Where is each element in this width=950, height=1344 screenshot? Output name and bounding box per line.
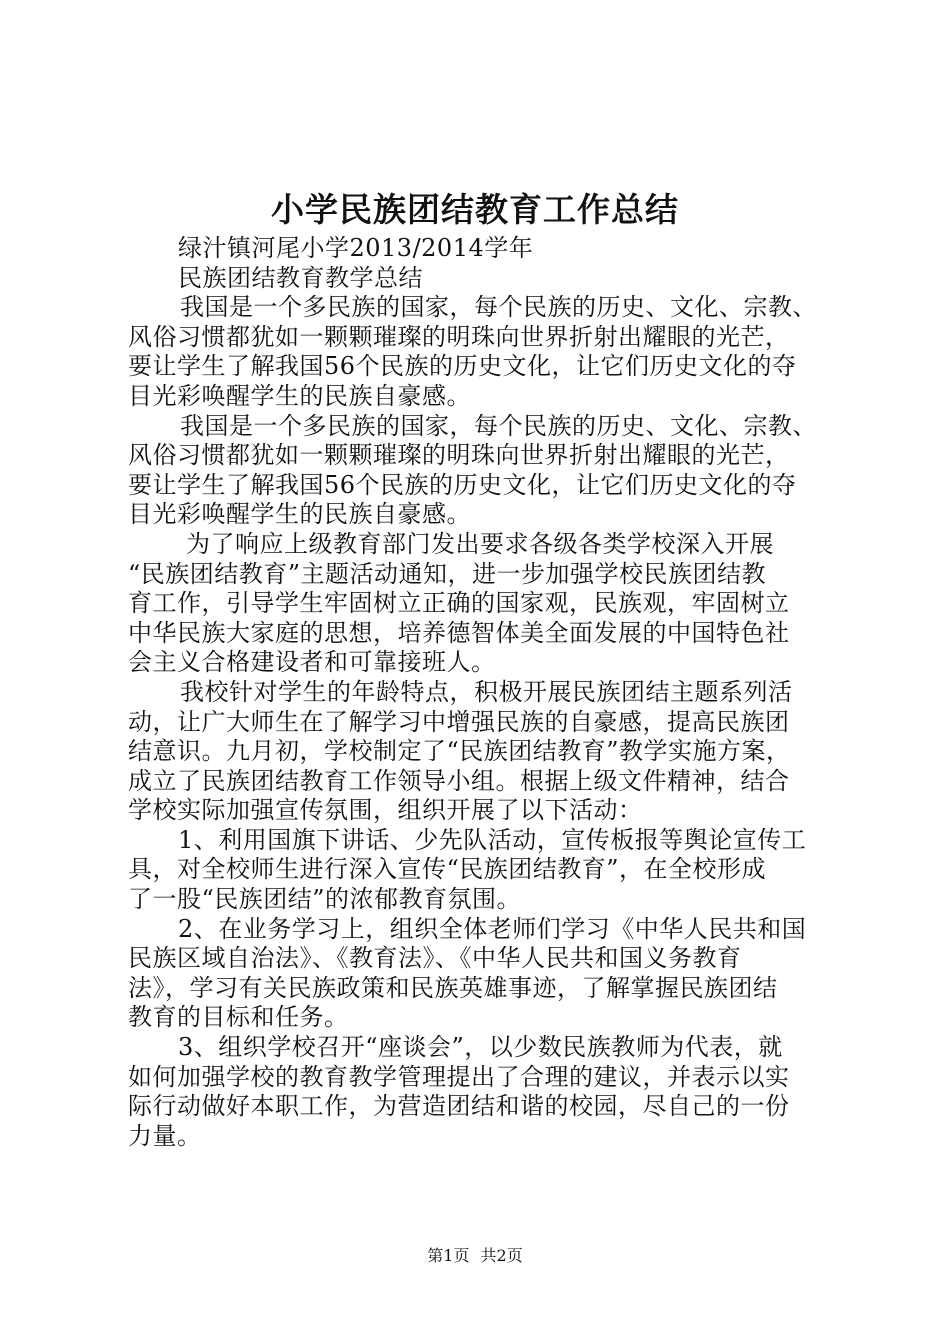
- subtitle-line: 民族团结教育教学总结: [178, 263, 423, 292]
- paragraph-1-line: 风俗习惯都犹如一颗颗璀璨的明珠向世界折射出耀眼的光芒，: [128, 322, 790, 351]
- paragraph-4-line: 学校实际加强宣传氛围，组织开展了以下活动：: [128, 796, 643, 825]
- paragraph-4-line: 我校针对学生的年龄特点，积极开展民族团结主题系列活: [180, 677, 793, 706]
- list-item-1-line: 具，对全校师生进行深入宣传“民族团结教育”，在全校形成: [128, 855, 767, 884]
- list-item-3-line: 际行动做好本职工作，为营造团结和谐的校园，尽自己的一份: [128, 1092, 790, 1121]
- list-item-1-line: 了一股“民族团结”的浓郁教育氛围。: [128, 885, 522, 914]
- paragraph-1-line: 要让学生了解我国56个民族的历史文化，让它们历史文化的夺: [128, 352, 797, 381]
- paragraph-2-line: 目光彩唤醒学生的民族自豪感。: [128, 500, 471, 529]
- list-item-2-line: 2、在业务学习上，组织全体老师们学习《中华人民共和国: [178, 914, 807, 943]
- paragraph-3-line: 育工作，引导学生牢固树立正确的国家观，民族观，牢固树立: [128, 589, 790, 618]
- list-item-1-line: 1、利用国旗下讲话、少先队活动，宣传板报等舆论宣传工: [178, 825, 807, 854]
- paragraph-1-line: 目光彩唤醒学生的民族自豪感。: [128, 381, 471, 410]
- document-body: [128, 234, 844, 1151]
- paragraph-2-line: 要让学生了解我国56个民族的历史文化，让它们历史文化的夺: [128, 470, 797, 499]
- paragraph-1-line: 我国是一个多民族的国家，每个民族的历史、文化、宗教、: [180, 293, 817, 322]
- paragraph-3-line: 为了响应上级教育部门发出要求各级各类学校深入开展: [186, 529, 774, 558]
- list-item-3-line: 3、组织学校召开“座谈会”，以少数民族教师为代表，就: [178, 1033, 783, 1062]
- page-number: 第1页: [427, 1246, 470, 1265]
- list-item-2-line: 法》，学习有关民族政策和民族英雄事迹，了解掌握民族团结: [128, 973, 778, 1002]
- paragraph-3-line: “民族团结教育”主题活动通知，进一步加强学校民族团结教: [128, 559, 767, 588]
- paragraph-4-line: 成立了民族团结教育工作领导小组。根据上级文件精神，结合: [128, 766, 790, 795]
- paragraph-3-line: 会主义合格建设者和可靠接班人。: [128, 648, 496, 677]
- list-item-3-line: 力量。: [128, 1121, 202, 1150]
- school-year-line: 绿汁镇河尾小学2013/2014学年: [178, 234, 534, 262]
- list-item-2-line: 教育的目标和任务。: [128, 1003, 349, 1032]
- paragraph-4-line: 动，让广大师生在了解学习中增强民族的自豪感，提高民族团: [128, 707, 790, 736]
- list-item-2-line: 民族区域自治法》、《教育法》、《中华人民共和国义务教育: [128, 944, 742, 973]
- page-footer: [0, 1245, 950, 1267]
- paragraph-3-line: 中华民族大家庭的思想，培养德智体美全面发展的中国特色社: [128, 618, 790, 647]
- list-item-3-line: 如何加强学校的教育教学管理提出了合理的建议，并表示以实: [128, 1062, 790, 1091]
- paragraph-4-line: 结意识。九月初，学校制定了“民族团结教育”教学实施方案，: [128, 737, 791, 766]
- paragraph-2-line: 风俗习惯都犹如一颗颗璀璨的明珠向世界折射出耀眼的光芒，: [128, 441, 790, 470]
- paragraph-2-line: 我国是一个多民族的国家，每个民族的历史、文化、宗教、: [180, 411, 817, 440]
- page-total: 共2页: [480, 1246, 523, 1265]
- document-title: 小学民族团结教育工作总结: [271, 190, 679, 229]
